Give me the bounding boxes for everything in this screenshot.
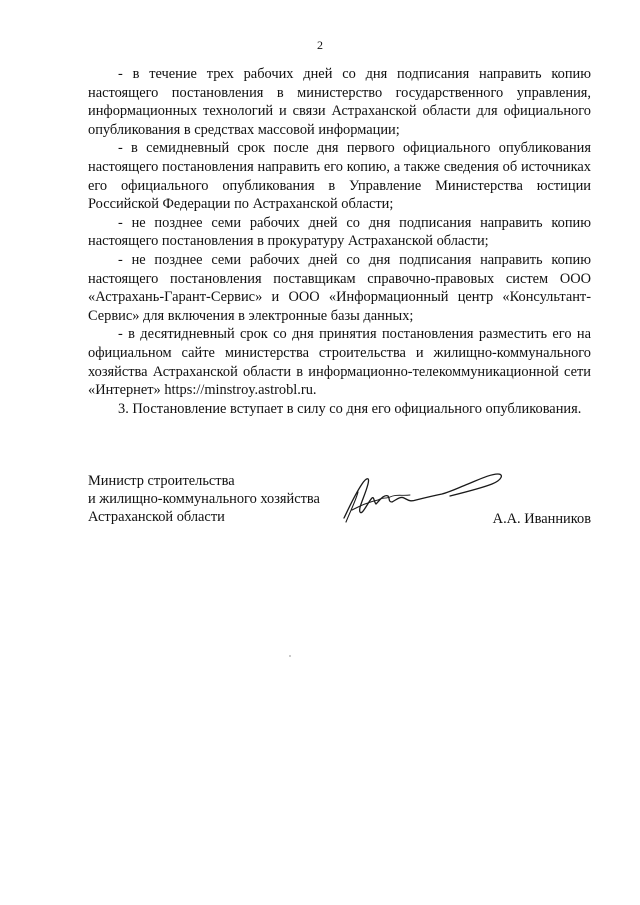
signer-title	[88, 472, 348, 526]
paragraph-copy-to-ministry: - в течение трех рабочих дней со дня подписания направить копию настоящего постановления в министерство государственного управления, информационных технологий и связи Астраханской области для официального опубликования в средствах массовой информации;	[88, 66, 591, 138]
paragraph-entry-into-force: 3. Постановление вступает в силу со дня его официального опубликования.	[118, 400, 582, 417]
paragraph-copy-to-justice: - в семидневный срок после дня первого официального опубликования настоящего постановления направить его копию, а также сведения об источниках его официального опубликования в Управление Министерства юстиции Российской Федерации по Астраханской области;	[88, 140, 591, 213]
scan-artifact	[289, 655, 291, 657]
signer-title-line: Министр строительства	[88, 473, 235, 489]
paragraph-copy-to-legal-systems: - не позднее семи рабочих дней со дня подписания направить копию настоящего постановления поставщикам справочно-правовых систем ООО «Астрахань-Гарант-Сервис» и ООО «Информационный центр «Консультант-Сервис» для включения в электронные базы данных;	[88, 251, 591, 324]
signer-name: А.А. Иванников	[492, 511, 591, 527]
handwritten-signature	[338, 466, 508, 526]
signer-title-line: и жилищно-коммунального хозяйства	[88, 491, 320, 507]
document-body	[88, 65, 591, 418]
signer-title-line: Астраханской области	[88, 509, 225, 525]
page-number: 2	[317, 38, 323, 52]
paragraph-copy-to-prosecutor: - не позднее семи рабочих дней со дня подписания направить копию настоящего постановления в прокуратуру Астраханской области;	[88, 214, 591, 250]
signature-block	[88, 472, 591, 542]
paragraph-publish-website: - в десятидневный срок со дня принятия постановления разместить его на официальном сайте министерства строительства и жилищно-коммунального хозяйства Астраханской области в информационно-телекоммуникационной сети «Интернет» https://minstroy.astrobl.ru.	[88, 326, 591, 399]
